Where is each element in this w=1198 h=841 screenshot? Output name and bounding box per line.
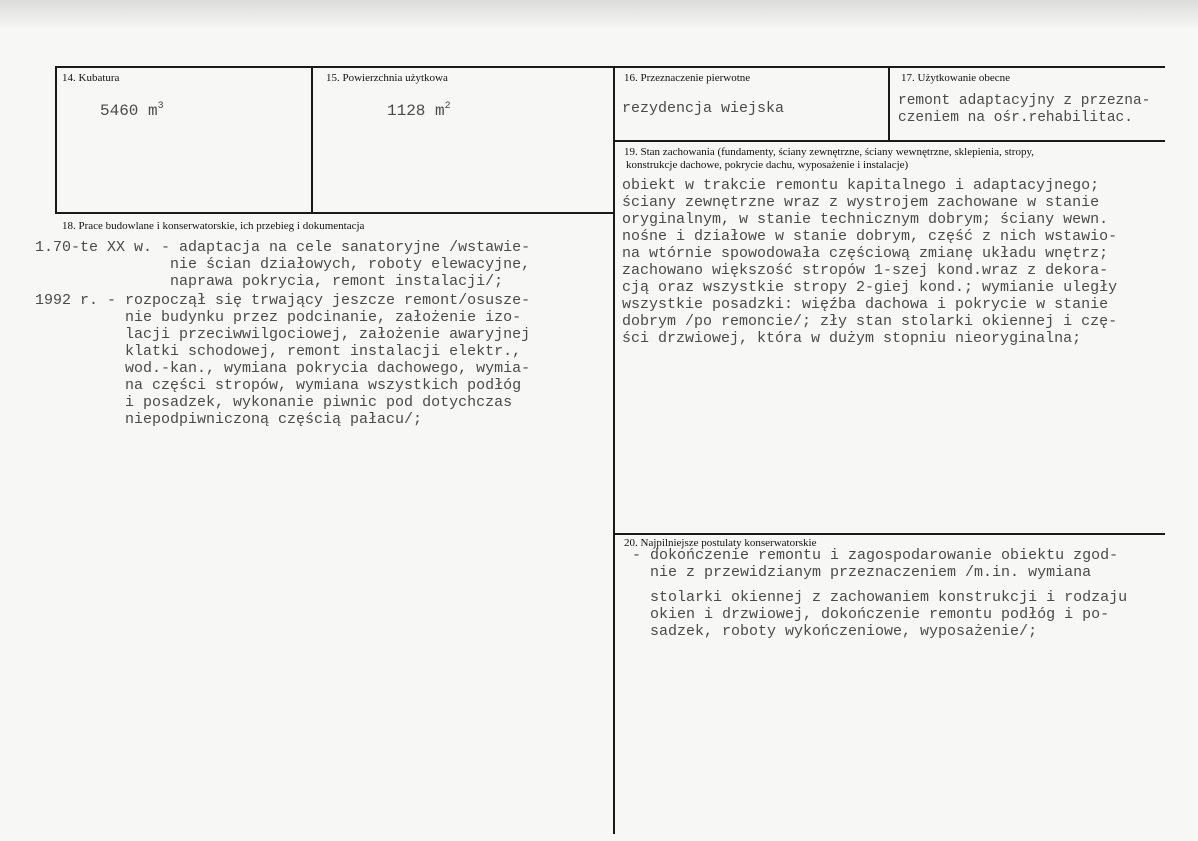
- stan-line-2: ściany zewnętrzne wraz z wystrojem zachowane w stanie: [622, 194, 1100, 211]
- divider-col-17: [888, 66, 890, 141]
- powierzchnia-unit-exponent: 2: [444, 101, 451, 112]
- postulaty-line-3: stolarki okiennej z zachowaniem konstrukcji i rodzaju: [632, 589, 1128, 606]
- prace-line-2: nie ścian działowych, roboty elewacyjne,: [35, 256, 531, 273]
- stan-line-10: ści drzwiowej, która w dużym stopniu nieoryginalna;: [622, 330, 1082, 347]
- kubatura-unit-exponent: 3: [157, 101, 164, 112]
- prace-line-10: i posadzek, wykonanie piwnic pod dotychczas: [35, 394, 513, 411]
- stan-line-3: oryginalnym, w stanie technicznym dobrym; ściany wewn.: [622, 211, 1109, 228]
- stan-line-4: nośne i działowe w stanie dobrym, część z nich wstawio-: [622, 228, 1118, 245]
- stan-line-7: cją oraz wszystkie stropy 2-giej kond.; wymianie uległy: [622, 279, 1118, 296]
- postulaty-line-2: nie z przewidzianym przeznaczeniem /m.in. wymiana: [632, 564, 1092, 581]
- postulaty-line-4: okien i drzwiowej, dokończenie remontu podłóg i po-: [632, 606, 1110, 623]
- prace-line-6: lacji przeciwwilgociowej, założenie awaryjnej: [35, 326, 531, 343]
- prace-line-11: niepodpiwniczoną częścią pałacu/;: [35, 411, 423, 428]
- prace-line-3: naprawa pokrycia, remont instalacji/;: [35, 273, 504, 290]
- left-border: [55, 66, 57, 213]
- divider-left-middle: [55, 212, 615, 214]
- prace-line-5: nie budynku przez podcinanie, założenie izo-: [35, 309, 522, 326]
- stan-line-9: dobrym /po remoncie/; zły stan stolarki okiennej i czę-: [622, 313, 1118, 330]
- postulaty-label: 20. Najpilniejsze postulaty konserwatorskie: [624, 537, 817, 549]
- powierzchnia-label: 15. Powierzchnia użytkowa: [326, 72, 448, 84]
- prace-line-1: 1.70-te XX w. - adaptacja na cele sanatoryjne /wstawie-: [35, 239, 531, 256]
- divider-col-15: [311, 66, 313, 213]
- kubatura-value: 5460 $m^3$: [100, 101, 164, 120]
- postulaty-line-5: sadzek, roboty wykończeniowe, wyposażenie/;: [632, 623, 1038, 640]
- uzytkowanie-label: 17. Użytkowanie obecne: [901, 72, 1011, 84]
- stan-line-5: na wtórnie spowodowała częściową zmianę układu wnętrz;: [622, 245, 1109, 262]
- przeznaczenie-label: 16. Przeznaczenie pierwotne: [624, 72, 751, 84]
- stan-label-line-2: konstrukcje dachowe, pokrycie dachu, wyposażenie i instalacje): [626, 159, 909, 171]
- prace-line-8: wod.-kan., wymiana pokrycia dachowego, wymia-: [35, 360, 531, 377]
- kubatura-label: 14. Kubatura: [62, 72, 120, 84]
- prace-label: 18. Prace budowlane i konserwatorskie, ich przebieg i dokumentacja: [62, 220, 365, 232]
- stan-label-line-1: 19. Stan zachowania (fundamenty, ściany zewnętrzne, ściany wewnętrzne, sklepienia, stropy,: [624, 146, 1035, 158]
- prace-line-4: 1992 r. - rozpoczął się trwający jeszcze remont/osusze-: [35, 292, 531, 309]
- przeznaczenie-value: rezydencja wiejska: [622, 100, 785, 117]
- prace-line-7: klatki schodowej, remont instalacji elektr.,: [35, 343, 522, 360]
- divider-center: [613, 66, 615, 834]
- stan-line-1: obiekt w trakcie remontu kapitalnego i adaptacyjnego;: [622, 177, 1100, 194]
- stan-line-8: wszystkie posadzki: więźba dachowa i pokrycie w stanie: [622, 296, 1109, 313]
- postulaty-line-1: - dokończenie remontu i zagospodarowanie obiektu zgod-: [632, 547, 1119, 564]
- stan-line-6: zachowano większość stropów 1-szej kond.wraz z dekora-: [622, 262, 1109, 279]
- uzytkowanie-line-2: czeniem na ośr.rehabilitac.: [898, 110, 1133, 126]
- uzytkowanie-line-1: remont adaptacyjny z przezna-: [898, 93, 1151, 109]
- prace-line-9: na części stropów, wymiana wszystkich podłóg: [35, 377, 522, 394]
- top-border: [55, 66, 1165, 68]
- powierzchnia-value: 1128 $m^2$: [387, 101, 451, 120]
- divider-right-lower: [614, 533, 1165, 535]
